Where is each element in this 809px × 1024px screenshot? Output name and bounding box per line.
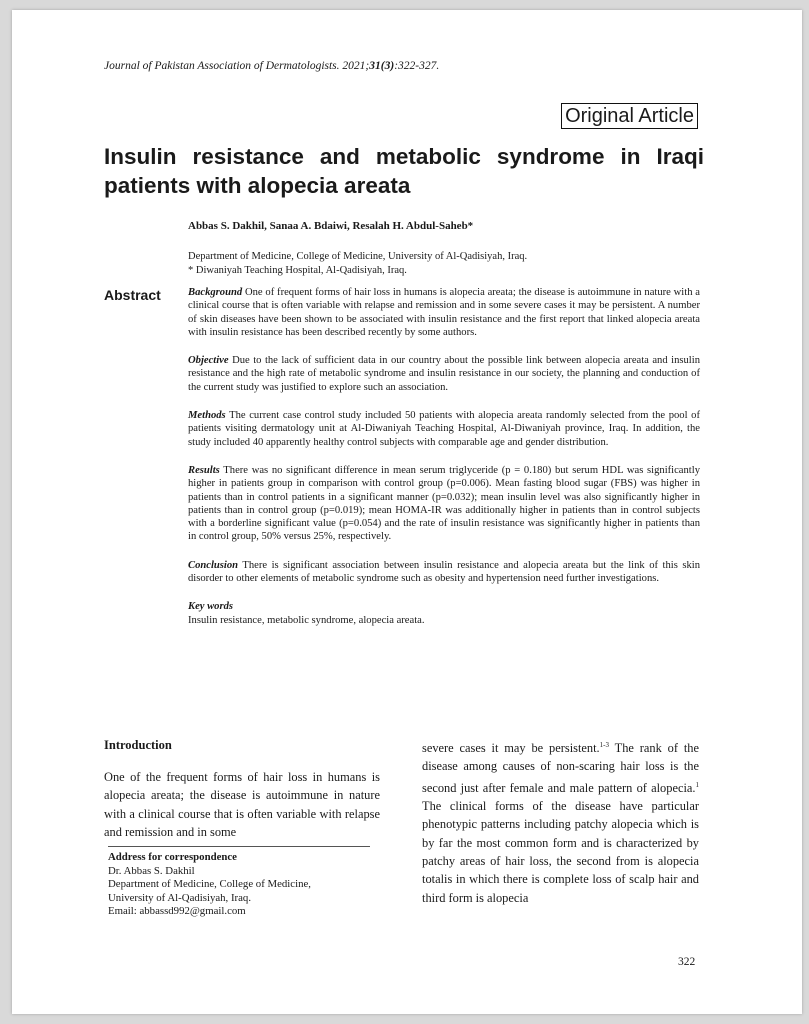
paper-page [12, 10, 802, 1014]
journal-pages: :322-327. [394, 60, 440, 72]
affiliations [188, 250, 527, 278]
journal-citation [104, 60, 439, 72]
correspondence-name: Dr. Abbas S. Dakhil [108, 864, 195, 877]
abstract-conclusion [188, 559, 700, 586]
methods-label: Methods [188, 410, 226, 422]
correspondence-title: Address for correspondence [108, 851, 237, 863]
conclusion-text: There is significant association between insulin resistance and alopecia areata but the link of this skin disorder to other elements of metabolic syndrome such as obesity and hypertension need further investigations. [188, 559, 700, 585]
affiliation-1: Department of Medicine, College of Medicine, University of Al-Qadisiyah, Iraq. [188, 251, 528, 262]
methods-text: The current case control study included 50 patients with alopecia areata randomly selected from the pool of patients visiting dermatology unit at Al-Diwaniyah Teaching Hospital, Al-Diwaniyah province, Iraq. In addition, the study included 40 apparently healthy control subjects with comparable age and gender distribution. [188, 410, 700, 448]
author-list: Abbas S. Dakhil, Sanaa A. Bdaiwi, Resalah H. Abdul-Saheb* [188, 220, 474, 232]
abstract-objective [188, 354, 700, 394]
abstract-body [188, 286, 700, 627]
keywords-text: Insulin resistance, metabolic syndrome, alopecia areata. [188, 614, 425, 626]
abstract-background [188, 286, 700, 339]
affiliation-2: * Diwaniyah Teaching Hospital, Al-Qadisiyah, Iraq. [188, 265, 407, 276]
reference-marker-1: 1 [695, 780, 699, 789]
intro-right-text-c: The clinical forms of the disease have particular phenotypic patterns including patchy alopecia which is by far the most common form and is characterized by patchy areas of hair loss, the second from is alopecia totalis in which there is complete loss of scalp hair and third form is alopecia [422, 799, 699, 905]
keywords-label: Key words [188, 601, 234, 613]
journal-year: . 2021; [336, 60, 370, 72]
correspondence-box [108, 846, 370, 919]
conclusion-label: Conclusion [188, 559, 239, 571]
abstract-heading: Abstract [104, 287, 161, 303]
results-text: There was no significant difference in mean serum triglyceride (p = 0.180) but serum HDL was significantly higher in patients group in comparison with control group (p=0.006). Mean fasting blood sugar (FBS) was higher in patients than in control patients in a significant manner (p=0.032); mean insulin level was also significantly higher in patients than in control group (p=0.019); mean HOMA-IR was additionally higher in patients than in control subjects with a borderline significant value (p=0.054) and the rate of insulin resistance was significantly higher in patients than in control group, 50% versus 25%, respectively. [188, 464, 700, 543]
intro-right-text-b: The rank of the disease among causes of non-scaring hair loss is the second just after female and male pattern of alopecia. [422, 741, 700, 795]
objective-label: Objective [188, 355, 229, 367]
abstract-methods [188, 409, 700, 449]
correspondence-univ: University of Al-Qadisiyah, Iraq. [108, 891, 252, 904]
article-type-box: Original Article [561, 103, 698, 129]
introduction-left-column: One of the frequent forms of hair loss in humans is alopecia areata; the disease is autoimmune in nature with a clinical course that is often variable with relapse and remission and in some [104, 770, 380, 839]
background-text: One of frequent forms of hair loss in humans is alopecia areata; the disease is autoimmune in nature with a clinical course that is often variable with relapse and remission and in some severe cases it may be persistent. A number of skin diseases have been shown to be associated with insulin resistance and the first report that linked alopecia areata with insulin resistance has been described recently by some authors. [188, 287, 700, 338]
results-label: Results [188, 464, 220, 476]
page-number: 322 [678, 956, 696, 968]
introduction-heading: Introduction [104, 738, 172, 752]
background-label: Background [188, 287, 243, 298]
correspondence-dept: Department of Medicine, College of Medicine, [108, 878, 311, 890]
correspondence-email: Email: abbassd992@gmail.com [108, 905, 246, 917]
abstract-results [188, 464, 700, 544]
reference-marker-1-3: 1-3 [599, 741, 609, 749]
article-title: Insulin resistance and metabolic syndrome in Iraqi patients with alopecia areata [104, 144, 704, 198]
objective-text: Due to the lack of sufficient data in our country about the possible link between alopecia areata and insulin resistance and the high rate of metabolic syndrome and insulin resistance in our society, the planning and conduction of the current study was justified to explore such an association. [188, 355, 700, 393]
introduction-right-column [422, 736, 699, 907]
journal-name: Journal of Pakistan Association of Dermatologists [104, 60, 337, 72]
journal-volume-issue: 31(3) [369, 60, 395, 72]
intro-right-text-a: severe cases it may be persistent. [422, 741, 600, 756]
